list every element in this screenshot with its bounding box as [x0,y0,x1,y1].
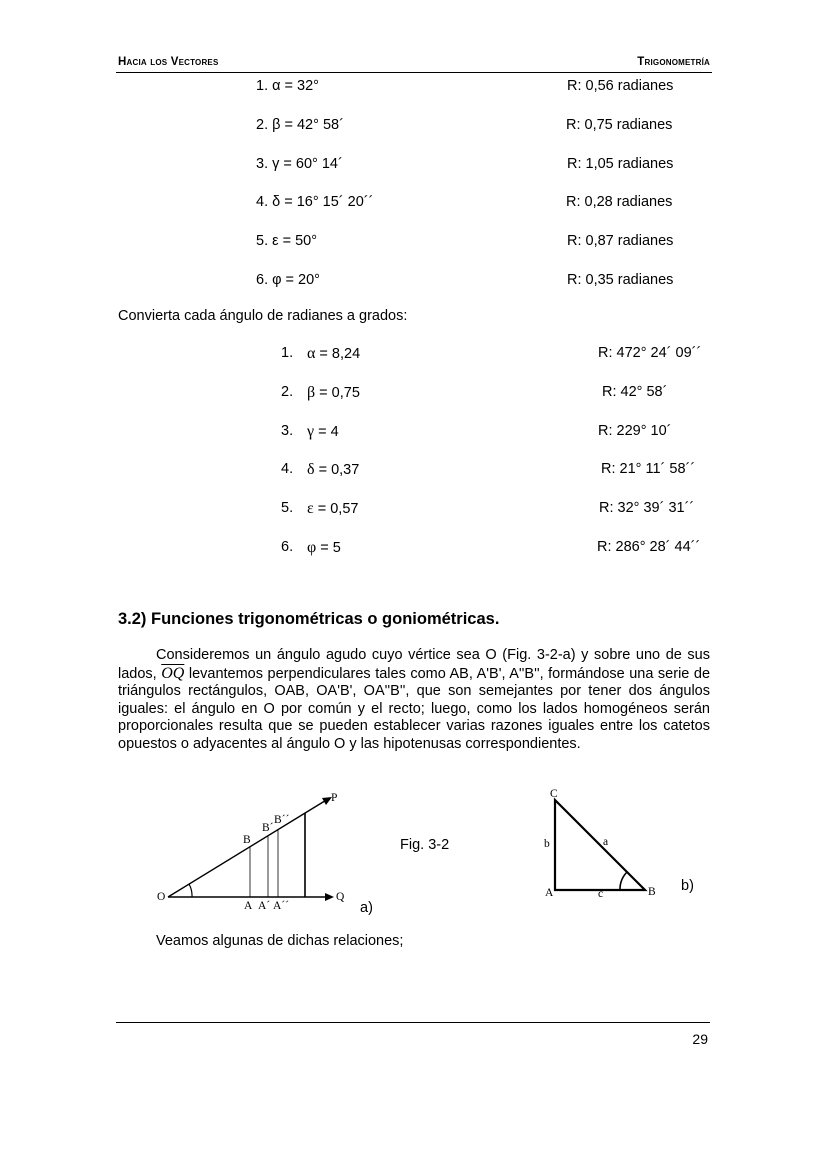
item-answer: R: 0,35 radianes [567,272,674,288]
label-b2: B´´ [274,814,290,826]
item-number: 3. [281,423,294,439]
instruction-text: Convierta cada ángulo de radianes a grados: [118,308,408,324]
label-a1: A´ [258,900,271,912]
figure-b-part-label: b) [681,878,694,894]
item-number: 6. [281,539,294,555]
arrow-q [325,893,334,901]
ray-op [168,799,328,897]
item-number: 4. [281,461,294,477]
item-expression: β = 42° 58´ [272,117,344,133]
label-c-vertex: C [550,788,558,800]
item-number: 2. [281,384,294,400]
greek-symbol: γ [307,423,315,440]
label-a-vertex: A [545,887,554,899]
body-paragraph [118,647,710,753]
item-answer: R: 0,87 radianes [567,233,674,249]
list-item [256,117,344,133]
label-b-vertex: B [648,886,656,898]
list-item [256,156,343,172]
figure-caption: Fig. 3-2 [400,837,450,853]
figure-b-diagram [540,790,660,900]
item-number: 5. [256,233,269,249]
item-value: = 0,57 [317,501,359,517]
header-rule [116,72,712,73]
item-number: 6. [256,272,269,288]
greek-symbol: δ [307,461,315,478]
item-answer: R: 32° 39´ 31´´ [599,500,695,516]
page-number: 29 [692,1031,708,1047]
item-answer: R: 0,56 radianes [567,78,674,94]
label-side-a: a [603,836,609,848]
item-answer: R: 0,75 radianes [566,117,673,133]
item-expression: α = 32° [272,78,319,94]
item-value: = 4 [318,424,339,440]
section-title: 3.2) Funciones trigonométricas o goniométricas. [118,610,500,628]
list-item [256,78,319,94]
item-expression: γ = 60° 14´ [272,156,343,172]
list-item [256,272,320,288]
item-value: = 0,37 [318,462,360,478]
item-expression [307,345,360,363]
item-answer: R: 21° 11´ 58´´ [601,461,696,477]
item-value: = 0,75 [319,385,360,401]
item-expression [307,461,359,479]
item-number: 3. [256,156,269,172]
item-answer: R: 229° 10´ [598,423,672,439]
item-answer: R: 472° 24´ 09´´ [598,345,702,361]
label-a2: A´´ [273,900,289,912]
label-b1: B´ [262,822,274,834]
paragraph-part2: levantemos perpendiculares tales como AB, A'B', A''B'', formándose una serie de triángulos rectángulos, OAB, OA'B', OA''B'', que son semejantes por tener dos ángulos iguales: el ángulo en O por común y el recto; luego, como los lados homogéneos serán proporcionales resulta que se pueden establecer varias razones iguales entre los catetos opuestos o adyacentes al ángulo O y las hipotenusas correspondientes. [118,665,711,752]
header-left: Hacia los Vectores [118,56,219,68]
item-expression: ε = 50° [272,233,318,249]
item-value: = 5 [320,540,341,556]
label-p: P [331,792,338,804]
item-number: 5. [281,500,294,516]
item-number: 1. [256,78,269,94]
item-expression: δ = 16° 15´ 20´´ [272,194,374,210]
item-answer: R: 286° 28´ 44´´ [597,539,701,555]
closing-text: Veamos algunas de dichas relaciones; [156,933,404,949]
item-answer: R: 0,28 radianes [566,194,673,210]
item-expression: φ = 20° [272,272,320,288]
list-item [256,233,317,249]
item-number: 2. [256,117,269,133]
label-o: O [157,891,166,903]
greek-symbol: β [307,384,316,401]
item-expression [307,384,360,402]
label-side-b: b [544,838,550,850]
greek-symbol: φ [307,539,317,556]
figure-a-part-label: a) [360,900,373,916]
item-expression [307,423,339,441]
greek-symbol: ε [307,500,314,517]
list-item [256,194,373,210]
label-b: B [243,834,251,846]
item-expression [307,539,341,557]
angle-arc-o [189,884,192,897]
item-number: 1. [281,345,294,361]
item-answer: R: 1,05 radianes [567,156,674,172]
label-side-c: c [598,888,604,900]
label-a: A [244,900,253,912]
item-expression [307,500,358,518]
label-q: Q [336,891,345,903]
item-answer: R: 42° 58´ [602,384,668,400]
footer-rule [116,1022,710,1023]
segment-oq: $\overline{OQ}$ [161,664,185,682]
paragraph-part1: Consideremos un ángulo agudo cuyo vértice sea O (Fig. 3-2-a) y sobre uno de sus lados, [118,647,710,682]
item-number: 4. [256,194,269,210]
header-right: Trigonometría [637,56,710,68]
item-value: = 8,24 [319,346,361,362]
angle-arc-b [620,872,627,890]
greek-symbol: α [307,345,316,362]
right-triangle-abc [555,800,645,890]
